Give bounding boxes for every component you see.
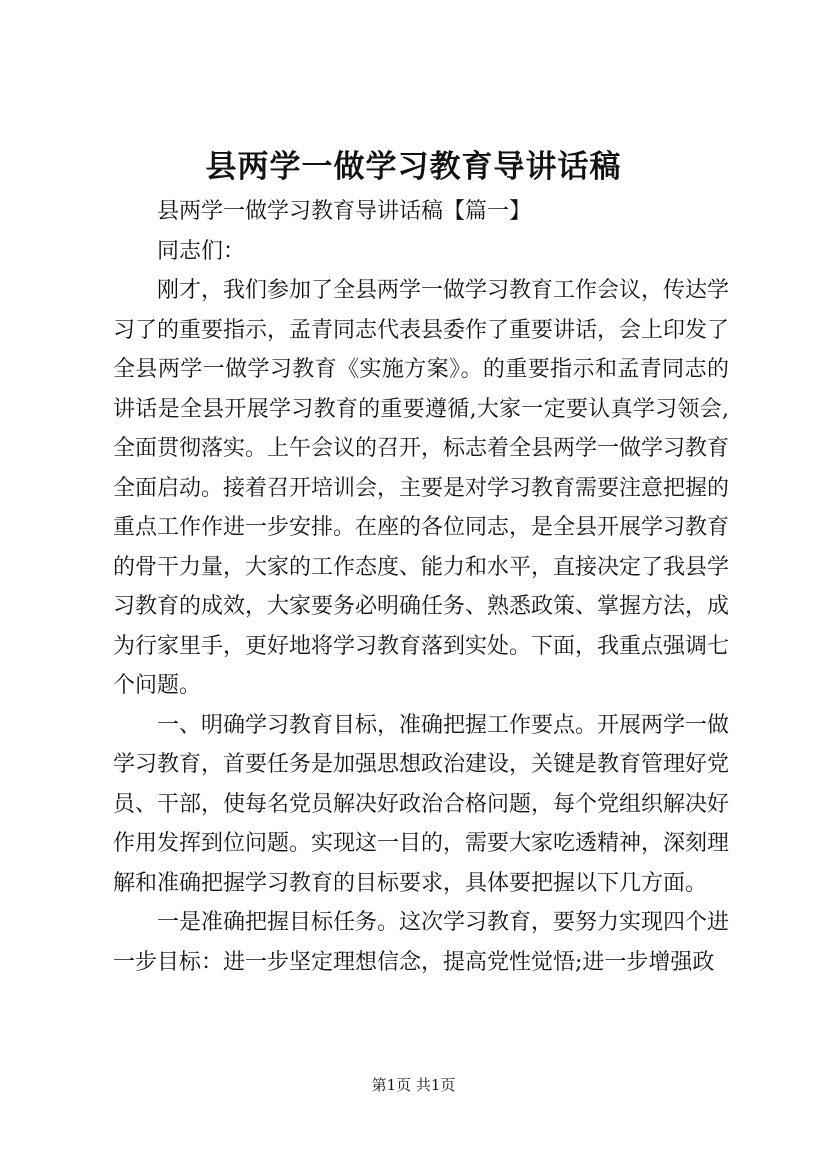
section-heading: 县两学一做学习教育导讲话稿【篇一】 <box>157 199 532 224</box>
body-paragraph: 刚才，我们参加了全县两学一做学习教育工作会议，传达学习了的重要指示，孟青同志代表县委作了重要讲话，会上印发了全县两学一做学习教育《实施方案》。的重要指示和孟青同志的讲话是全县开展学习教育的重要遵循,大家一定要认真学习领会,全面贯彻落实。上午会议的召开，标志着全县两学一做学习教育全面启动。接着召开培训会，主要是对学习教育需要注意把握的重点工作作进一步安排。在座的各位同志，是全县开展学习教育的骨干力量，大家的工作态度、能力和水平，直接决定了我县学习教育的成效，大家要务必明确任务、熟悉政策、掌握方法，成为行家里手，更好地将学习教育落到实处。下面，我重点强调七个问题。 <box>113 278 730 698</box>
document-title: 县两学一做学习教育导讲话稿 <box>205 149 622 185</box>
body-paragraph: 一、明确学习教育目标，准确把握工作要点。开展两学一做学习教育，首要任务是加强思想政治建设，关键是教育管理好党员、干部，使每名党员解决好政治合格问题，每个党组织解决好作用发挥到位问题。实现这一目的，需要大家吃透精神，深刻理解和准确把握学习教育的目标要求，具体要把握以下几方面。 <box>113 712 730 896</box>
salutation: 同志们： <box>157 238 246 264</box>
page-number: 第1页 共1页 <box>371 1076 456 1094</box>
body-paragraph: 一是准确把握目标任务。这次学习教育，要努力实现四个进一步目标：进一步坚定理想信念，提高党性觉悟;进一步增强政 <box>113 910 730 975</box>
document-body <box>113 192 729 982</box>
